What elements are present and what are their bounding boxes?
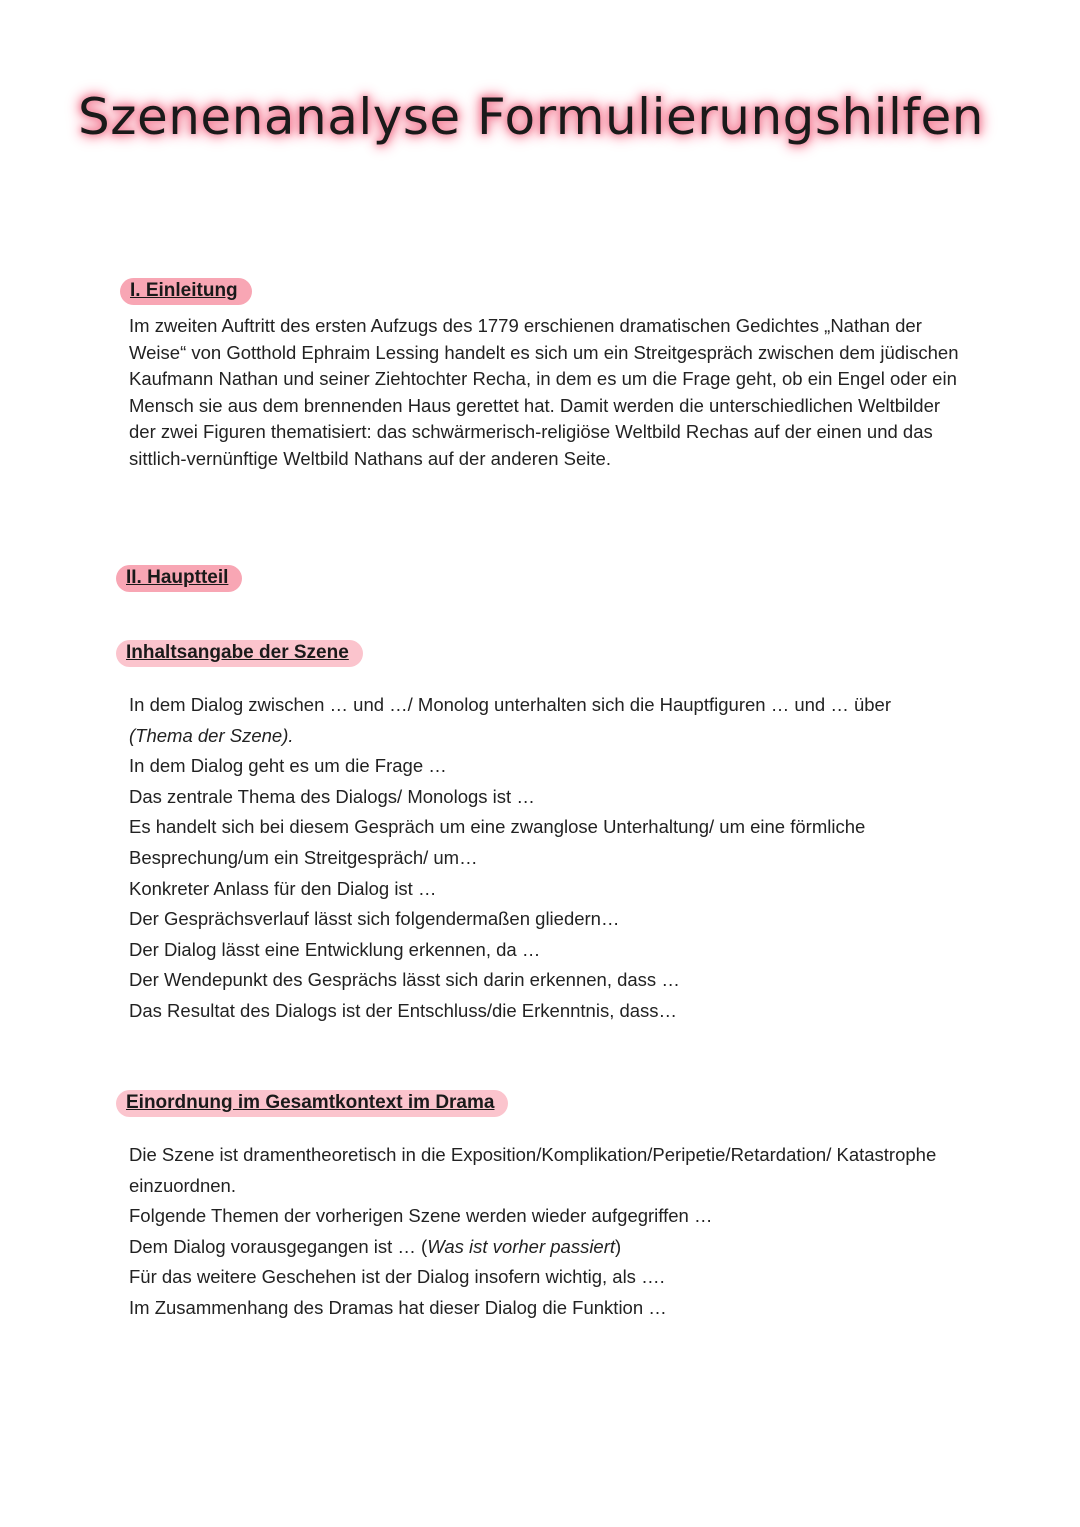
inhaltsangabe-section — [129, 690, 959, 1027]
heading-inhaltsangabe: Inhaltsangabe der Szene — [116, 640, 363, 667]
einordnung-list — [129, 1140, 959, 1324]
list-item: In dem Dialog geht es um die Frage … — [129, 755, 447, 777]
list-item-text: In dem Dialog zwischen … und …/ Monolog unterhalten sich die Hauptfiguren … und … über — [129, 694, 892, 715]
list-item: Das zentrale Thema des Dialogs/ Monologs ist … — [129, 785, 535, 807]
heading-hauptteil: II. Hauptteil — [116, 565, 242, 592]
einleitung-section — [129, 313, 959, 473]
list-item: Für das weitere Geschehen ist der Dialog insofern wichtig, als …. — [129, 1266, 665, 1288]
list-item-text: Dem Dialog vorausgegangen ist … ( — [129, 1235, 428, 1257]
list-item: Der Gesprächsverlauf lässt sich folgendermaßen gliedern… — [129, 908, 620, 930]
page-title: Szenenanalyse Formulierungshilfen — [78, 88, 984, 146]
inhaltsangabe-list — [129, 690, 959, 1027]
list-item: Die Szene ist dramentheoretisch in die Exposition/Komplikation/Peripetie/Retardation/ Katastrophe einzuordnen. — [129, 1144, 937, 1196]
list-item: Der Wendepunkt des Gesprächs lässt sich darin erkennen, dass … — [129, 969, 680, 991]
list-item-italic: Was ist vorher passiert — [427, 1235, 616, 1257]
list-item — [129, 1232, 959, 1263]
heading-einordnung: Einordnung im Gesamtkontext im Drama — [116, 1090, 508, 1117]
list-item: Der Dialog lässt eine Entwicklung erkennen, da … — [129, 938, 541, 960]
list-item-italic: (Thema der Szene). — [129, 724, 294, 746]
list-item-text-end: ) — [615, 1235, 622, 1257]
list-item: Das Resultat des Dialogs ist der Entschluss/die Erkenntnis, dass… — [129, 999, 678, 1021]
list-item: Es handelt sich bei diesem Gespräch um eine zwanglose Unterhaltung/ um eine förmliche Besprechung/um ein Streitgespräch/ um… — [129, 816, 866, 868]
list-item: Folgende Themen der vorherigen Szene werden wieder aufgegriffen … — [129, 1205, 713, 1227]
list-item — [129, 690, 959, 751]
einleitung-paragraph: Im zweiten Auftritt des ersten Aufzugs des 1779 erschienen dramatischen Gedichtes „Nathan der Weise“ von Gotthold Ephraim Lessing handelt es sich um ein Streitgespräch zwischen dem jüdischen Kaufmann Nathan und seiner Ziehtochter Recha, in dem es um die Frage geht, ob ein Engel oder ein Mensch sie aus dem brennenden Haus gerettet hat. Damit werden die unterschiedlichen Weltbilder der zwei Figuren thematisiert: das schwärmerisch-religiöse Weltbild Rechas auf der einen und das sittlich-vernünftige Weltbild Nathans auf der anderen Seite. — [129, 315, 959, 469]
heading-einleitung: I. Einleitung — [120, 278, 252, 305]
list-item: Konkreter Anlass für den Dialog ist … — [129, 877, 437, 899]
list-item: Im Zusammenhang des Dramas hat dieser Dialog die Funktion … — [129, 1296, 667, 1318]
einordnung-section — [129, 1140, 959, 1324]
